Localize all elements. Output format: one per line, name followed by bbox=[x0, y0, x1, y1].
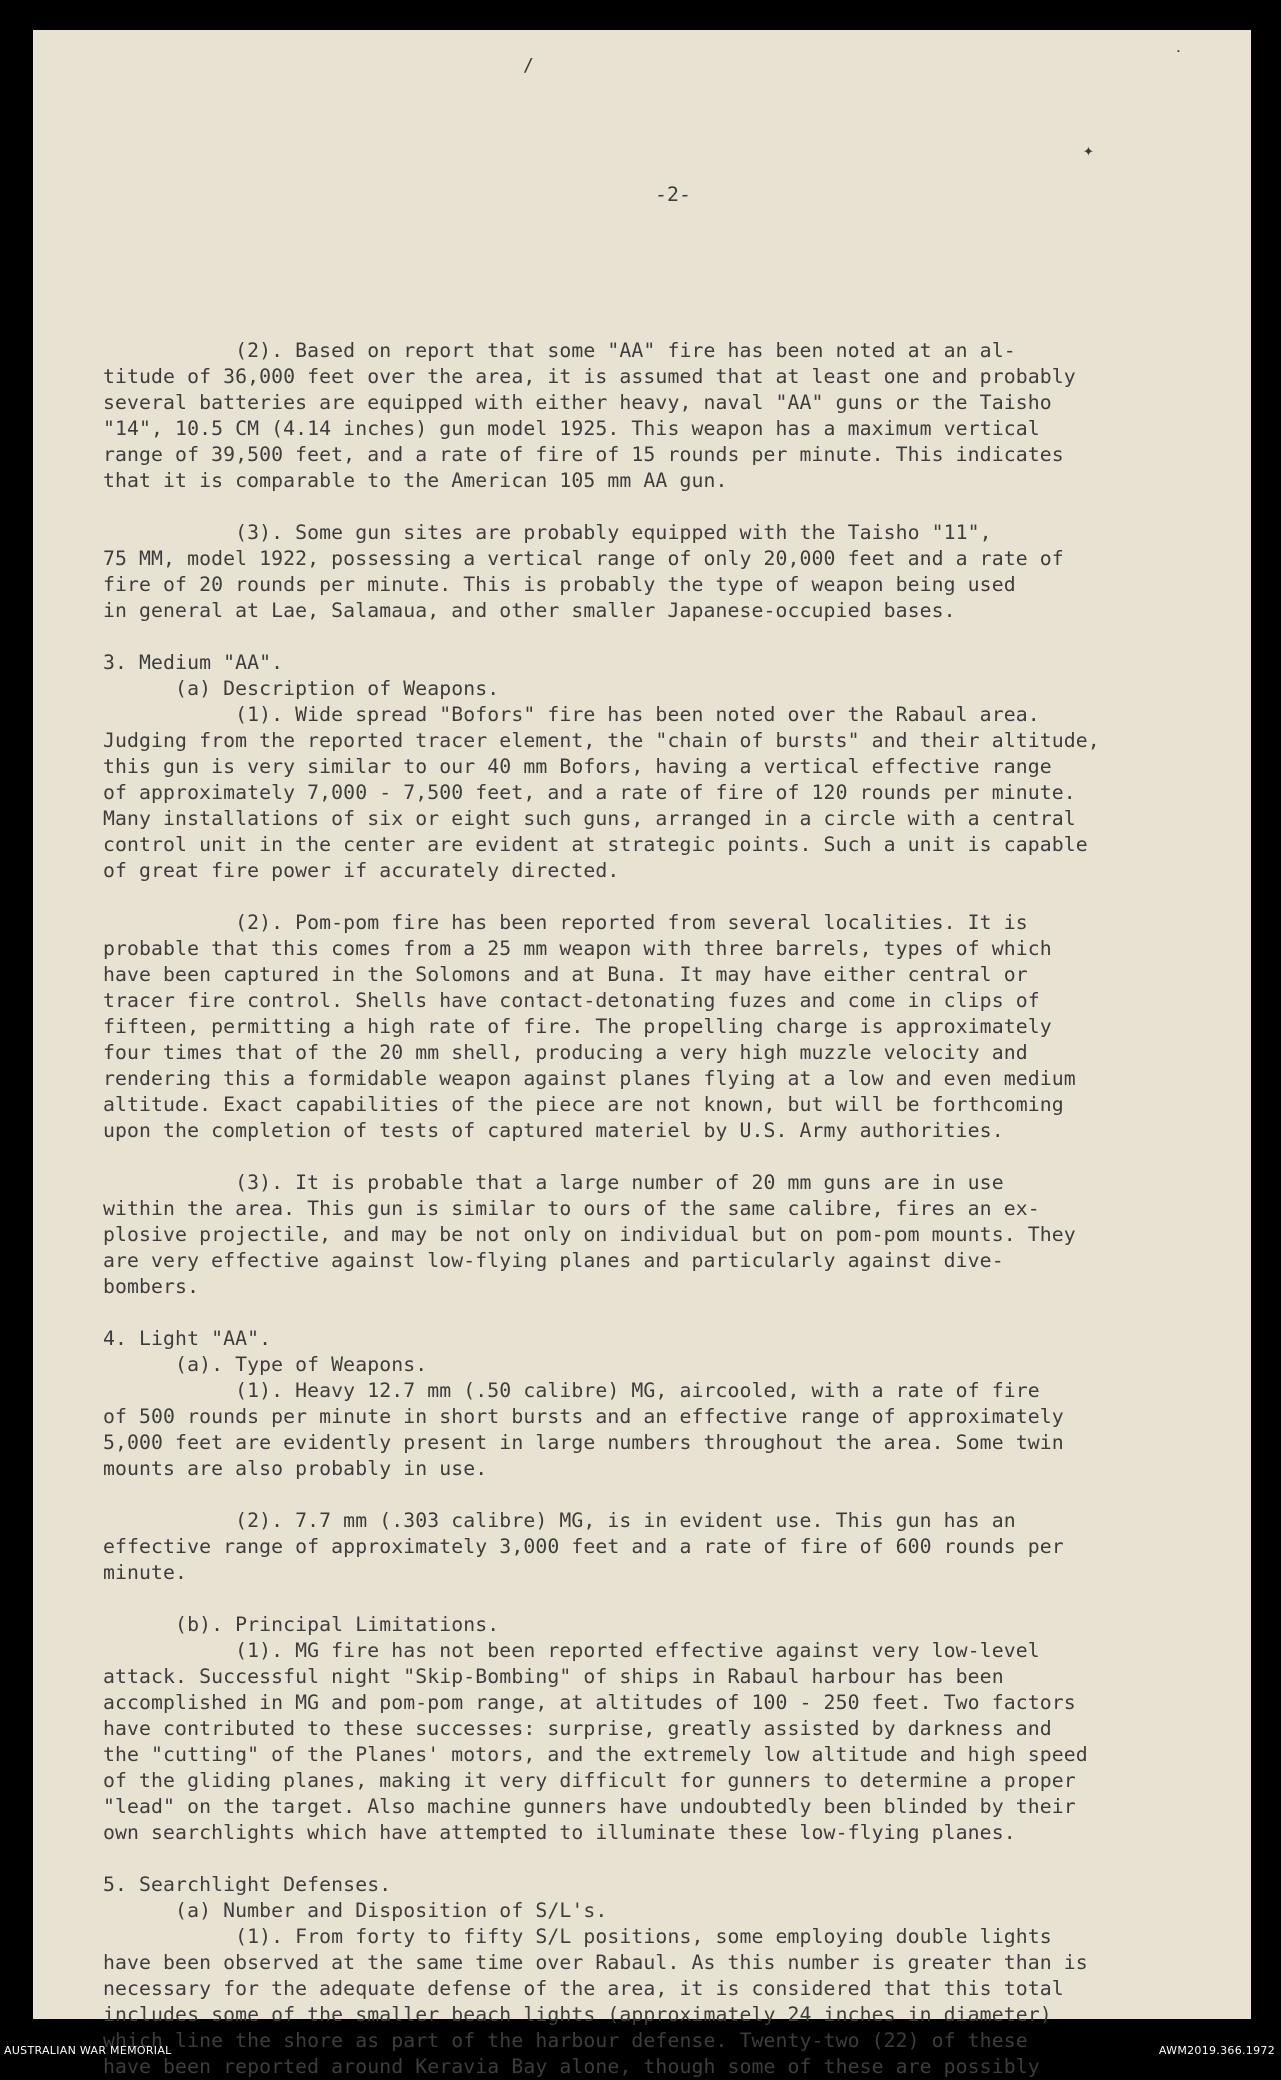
text-line: titude of 36,000 feet over the area, it is assumed that at least one and probably bbox=[103, 365, 1076, 388]
text-line: fifteen, permitting a high rate of fire. The propelling charge is approximately bbox=[103, 1015, 1052, 1038]
text-line: (1). From forty to fifty S/L positions, some employing double lights bbox=[103, 1925, 1052, 1948]
text-line: 5,000 feet are evidently present in large numbers throughout the area. Some twin bbox=[103, 1431, 1064, 1454]
text-line: Many installations of six or eight such guns, arranged in a circle with a central bbox=[103, 807, 1076, 830]
footer-accession-number: AWM2019.366.1972 bbox=[1158, 2044, 1275, 2057]
text-line: (1). MG fire has not been reported effective against very low-level bbox=[103, 1639, 1040, 1662]
text-line: includes some of the smaller beach lights (approximately 24 inches in diameter) bbox=[103, 2003, 1052, 2026]
text-line: have been captured in the Solomons and at Buna. It may have either central or bbox=[103, 963, 1028, 986]
text-line: (2). Pom-pom fire has been reported from several localities. It is bbox=[103, 911, 1028, 934]
text-line: minute. bbox=[103, 1561, 188, 1584]
text-line: fire of 20 rounds per minute. This is probably the type of weapon being used bbox=[103, 573, 1016, 596]
text-line: own searchlights which have attempted to illuminate these low-flying planes. bbox=[103, 1821, 1016, 1844]
text-line: Judging from the reported tracer element, the "chain of bursts" and their altitude, bbox=[103, 729, 1100, 752]
page-number: -2- bbox=[654, 183, 692, 206]
text-line: 3. Medium "AA". bbox=[103, 651, 284, 674]
text-line: (2). Based on report that some "AA" fire has been noted at an al- bbox=[103, 339, 1016, 362]
text-line: (3). It is probable that a large number of 20 mm guns are in use bbox=[103, 1171, 1004, 1194]
ink-mark: ✦ bbox=[1083, 140, 1094, 161]
text-line: that it is comparable to the American 105 mm AA gun. bbox=[103, 469, 728, 492]
text-line: (b). Principal Limitations. bbox=[103, 1613, 500, 1636]
text-line: "lead" on the target. Also machine gunners have undoubtedly been blinded by their bbox=[103, 1795, 1076, 1818]
text-line: have contributed to these successes: surprise, greatly assisted by darkness and bbox=[103, 1717, 1052, 1740]
text-line: of the gliding planes, making it very difficult for gunners to determine a proper bbox=[103, 1769, 1076, 1792]
text-line: (a) Number and Disposition of S/L's. bbox=[103, 1899, 608, 1922]
blank-line bbox=[103, 1586, 1193, 1612]
blank-line bbox=[103, 1300, 1193, 1326]
text-line: of great fire power if accurately directed. bbox=[103, 859, 620, 882]
text-line: accomplished in MG and pom-pom range, at altitudes of 100 - 250 feet. Two factors bbox=[103, 1691, 1076, 1714]
text-line: (a) Description of Weapons. bbox=[103, 677, 500, 700]
text-line: (1). Wide spread "Bofors" fire has been noted over the Rabaul area. bbox=[103, 703, 1040, 726]
text-line: (2). 7.7 mm (.303 calibre) MG, is in evident use. This gun has an bbox=[103, 1509, 1016, 1532]
text-line: upon the completion of tests of captured materiel by U.S. Army authorities. bbox=[103, 1119, 1004, 1142]
text-line: necessary for the adequate defense of the area, it is considered that this total bbox=[103, 1977, 1064, 2000]
blank-line bbox=[103, 1482, 1193, 1508]
document-body bbox=[103, 130, 1193, 2080]
text-line: control unit in the center are evident at strategic points. Such a unit is capable bbox=[103, 833, 1088, 856]
text-line: rendering this a formidable weapon against planes flying at a low and even medium bbox=[103, 1067, 1076, 1090]
text-line: have been observed at the same time over Rabaul. As this number is greater than is bbox=[103, 1951, 1088, 1974]
ink-mark: / bbox=[523, 55, 534, 76]
text-line: (3). Some gun sites are probably equipped with the Taisho "11", bbox=[103, 521, 992, 544]
text-line: within the area. This gun is similar to ours of the same calibre, fires an ex- bbox=[103, 1197, 1040, 1220]
text-line: attack. Successful night "Skip-Bombing" of ships in Rabaul harbour has been bbox=[103, 1665, 1004, 1688]
text-line: in general at Lae, Salamaua, and other smaller Japanese-occupied bases. bbox=[103, 599, 956, 622]
text-line: of 500 rounds per minute in short bursts and an effective range of approximately bbox=[103, 1405, 1064, 1428]
blank-line bbox=[103, 1144, 1193, 1170]
text-line: have been reported around Keravia Bay alone, though some of these are possibly bbox=[103, 2055, 1040, 2078]
text-line: 5. Searchlight Defenses. bbox=[103, 1873, 392, 1896]
text-line: "14", 10.5 CM (4.14 inches) gun model 1925. This weapon has a maximum vertical bbox=[103, 417, 1040, 440]
text-line: four times that of the 20 mm shell, producing a very high muzzle velocity and bbox=[103, 1041, 1028, 1064]
blank-line bbox=[103, 624, 1193, 650]
text-line: range of 39,500 feet, and a rate of fire of 15 rounds per minute. This indicates bbox=[103, 443, 1064, 466]
text-line: mounts are also probably in use. bbox=[103, 1457, 488, 1480]
text-line: 4. Light "AA". bbox=[103, 1327, 272, 1350]
footer-credit: AUSTRALIAN WAR MEMORIAL bbox=[4, 2044, 172, 2057]
text-line: altitude. Exact capabilities of the piece are not known, but will be forthcoming bbox=[103, 1093, 1064, 1116]
blank-line bbox=[103, 1846, 1193, 1872]
text-line: tracer fire control. Shells have contact-detonating fuzes and come in clips of bbox=[103, 989, 1040, 1012]
text-line: plosive projectile, and may be not only on individual but on pom-pom mounts. They bbox=[103, 1223, 1076, 1246]
text-line: effective range of approximately 3,000 feet and a rate of fire of 600 rounds per bbox=[103, 1535, 1064, 1558]
text-line: this gun is very similar to our 40 mm Bofors, having a vertical effective range bbox=[103, 755, 1052, 778]
text-line: 75 MM, model 1922, possessing a vertical range of only 20,000 feet and a rate of bbox=[103, 547, 1064, 570]
text-line: (1). Heavy 12.7 mm (.50 calibre) MG, aircooled, with a rate of fire bbox=[103, 1379, 1040, 1402]
text-line: several batteries are equipped with either heavy, naval "AA" guns or the Taisho bbox=[103, 391, 1052, 414]
text-line: bombers. bbox=[103, 1275, 200, 1298]
blank-line bbox=[103, 884, 1193, 910]
text-line: the "cutting" of the Planes' motors, and the extremely low altitude and high speed bbox=[103, 1743, 1088, 1766]
ink-mark: ˙ bbox=[1173, 48, 1184, 69]
text-line: of approximately 7,000 - 7,500 feet, and a rate of fire of 120 rounds per minute. bbox=[103, 781, 1076, 804]
text-line: probable that this comes from a 25 mm weapon with three barrels, types of which bbox=[103, 937, 1052, 960]
blank-line bbox=[103, 494, 1193, 520]
text-line: which line the shore as part of the harbour defense. Twenty-two (22) of these bbox=[103, 2029, 1028, 2052]
text-line: (a). Type of Weapons. bbox=[103, 1353, 428, 1376]
text-line: are very effective against low-flying planes and particularly against dive- bbox=[103, 1249, 1004, 1272]
